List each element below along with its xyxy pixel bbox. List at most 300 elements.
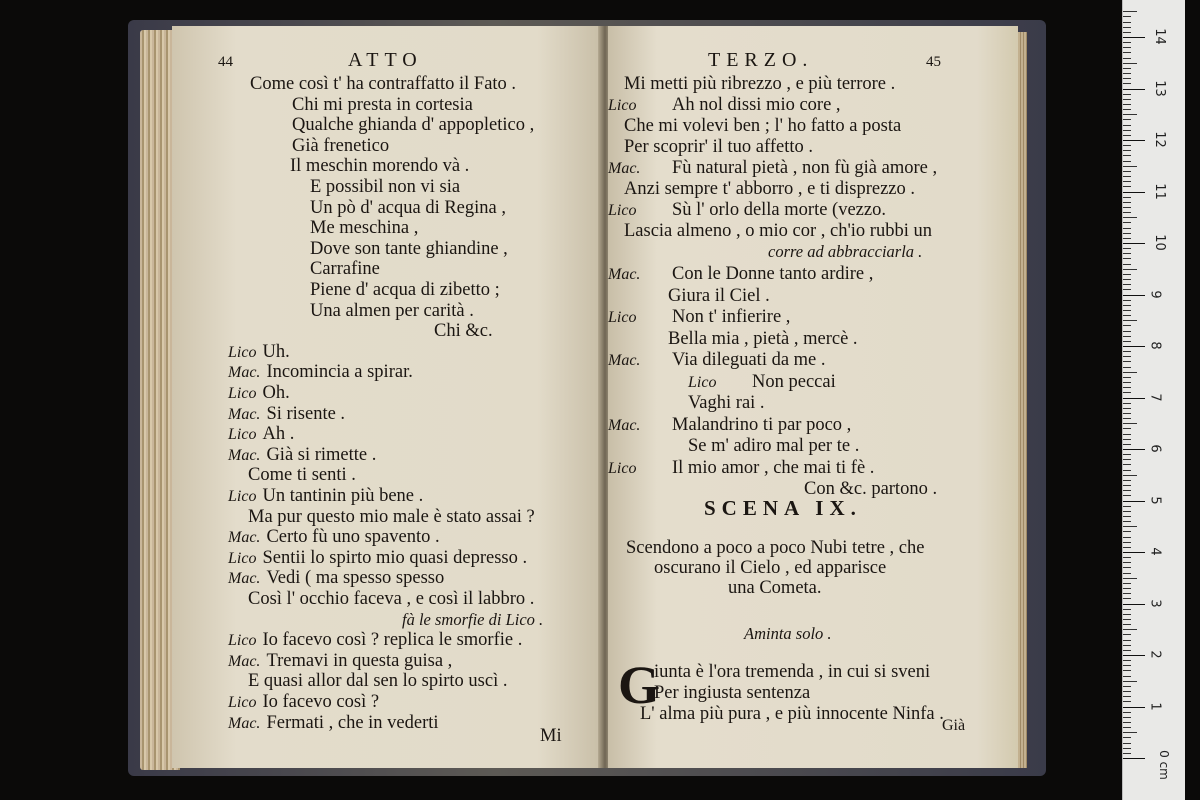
text-line [608,95,841,116]
text-line [688,372,836,393]
ruler-tick [1123,593,1131,594]
ruler-tick [1123,542,1131,543]
text-line [402,610,543,630]
ruler-tick [1123,418,1131,419]
ruler-tick [1123,150,1131,151]
ruler-tick [1123,32,1131,33]
speaker-label: Mac. [228,529,261,547]
ruler-tick [1123,346,1145,347]
ruler-tick [1123,130,1131,131]
ruler-tick [1123,537,1131,538]
ruler-number: 2 [1147,650,1163,659]
ruler-tick [1123,573,1131,574]
ruler-tick [1123,125,1131,126]
text-line [248,589,534,609]
ruler-tick [1123,748,1131,749]
line-text: Giura il Ciel . [668,285,770,306]
ruler-tick [1123,398,1145,399]
ruler-tick [1123,753,1131,754]
ruler-tick [1123,320,1137,321]
ruler-tick [1123,413,1131,414]
ruler-tick [1123,495,1131,496]
ruler-tick [1123,567,1131,568]
verse-line: L' alma più pura , e più innocente Ninfa . [640,704,944,724]
line-text: Per scoprir' il tuo affetto . [624,137,813,157]
text-line [292,136,389,156]
verse-line: iunta è l'ora tremenda , in cui si sveni [654,662,931,682]
ruler-number: 11 [1151,182,1167,200]
ruler-tick [1123,737,1131,738]
ruler-tick [1123,634,1131,635]
ruler-tick [1123,217,1137,218]
line-text: Un tantinin più bene . [262,486,424,506]
ruler-number: 5 [1147,495,1163,505]
text-line [624,116,901,136]
text-line [228,362,413,383]
ruler-tick [1123,557,1131,558]
ruler-tick [1123,547,1131,548]
stage-direction-line: Scendono a poco a poco Nubi tetre , che [626,538,925,558]
ruler-number: 10 [1151,234,1167,251]
line-text: Una almen per carità . [310,300,474,321]
text-line [608,350,826,371]
ruler-tick [1123,233,1131,234]
ruler-tick [1123,598,1131,599]
line-text: corre ad abbracciarla . [768,242,923,261]
text-line [624,137,813,157]
ruler-tick [1123,279,1131,280]
ruler-tick [1123,691,1131,692]
scene-heading: SCENA IX. [704,496,862,520]
line-text: Ah nol dissi mio core , [672,95,841,115]
line-text: Chi mi presta in cortesia [292,94,473,115]
text-line [292,95,473,115]
ruler-tick [1123,645,1131,646]
ruler-tick [1123,228,1131,229]
ruler-number: 12 [1151,131,1167,148]
ruler-tick [1123,372,1137,373]
ruler-tick [1123,480,1131,481]
ruler-tick [1123,135,1131,136]
ruler-tick [1123,609,1131,610]
line-text: fà le smorfie di Lico . [402,609,544,629]
line-text: Già si rimette . [266,444,377,465]
line-text: Con &c. partono . [804,479,938,499]
text-line [608,264,873,285]
running-head: TERZO. [708,49,814,71]
text-line [310,259,380,279]
ruler-tick [1123,109,1131,110]
ruler-tick [1123,428,1131,429]
text-line [624,179,915,199]
ruler-tick [1123,676,1131,677]
ruler-tick [1123,99,1131,100]
text-line [228,404,345,425]
text-line [624,221,932,241]
speaker-label: Mac. [228,446,261,464]
speaker-label: Lico [228,426,257,444]
line-text: Con le Donne tanto ardire , [672,264,874,284]
text-line [228,713,439,734]
speaker-label: Mac. [608,160,641,177]
ruler-tick [1123,11,1137,12]
text-line [624,74,895,94]
line-text: Non peccai [752,371,836,392]
text-line [688,436,859,456]
ruler-tick [1123,42,1131,43]
ruler-tick [1123,325,1131,326]
ruler-tick [1123,207,1131,208]
text-line [292,115,534,135]
ruler-tick [1123,403,1131,404]
ruler-tick [1123,269,1137,270]
line-text: Dove son tante ghiandine , [310,238,508,259]
text-line [310,280,500,300]
ruler-tick [1123,758,1145,759]
ruler-tick [1123,665,1131,666]
ruler-tick [1123,464,1131,465]
ruler-tick [1123,434,1131,435]
ruler-tick [1123,289,1131,290]
ruler-tick [1123,604,1145,605]
ruler-tick [1123,192,1145,193]
speaker-label: Mac. [608,352,641,369]
stage-direction-line: una Cometa. [728,578,822,598]
ruler-tick [1123,140,1145,141]
ruler-tick [1123,531,1131,532]
catchword: Mi [540,726,562,746]
ruler-tick [1123,171,1131,172]
ruler-tick [1123,696,1131,697]
ruler-number: 13 [1151,79,1167,97]
ruler-unit-label: 0 cm [1156,750,1171,780]
ruler-tick [1123,356,1131,357]
ruler-tick [1123,248,1131,249]
ruler-tick [1123,341,1131,342]
verse-line: Per ingiusta sentenza [654,683,811,703]
line-text: Vedi ( ma spesso spesso [266,568,445,589]
text-line [228,548,527,569]
stage-direction-line: oscurano il Cielo , ed apparisce [654,558,887,578]
ruler-tick [1123,243,1145,244]
ruler-tick [1123,449,1145,450]
ruler-tick [1123,73,1131,74]
ruler-tick [1123,186,1131,187]
ruler-tick [1123,640,1131,641]
ruler-tick [1123,222,1131,223]
ruler-tick [1123,470,1131,471]
ruler-tick [1123,475,1137,476]
ruler-tick [1123,588,1131,589]
ruler-tick [1123,562,1131,563]
text-line [668,329,858,349]
ruler-tick [1123,501,1145,502]
ruler-tick [1123,89,1145,90]
line-text: Non t' infierire , [672,307,791,327]
ruler-tick [1123,521,1131,522]
ruler-tick [1123,300,1131,301]
ruler-tick [1123,743,1131,744]
line-text: Sù l' orlo della morte (vezzo. [672,200,886,220]
line-text: Anzi sempre t' abborro , e ti disprezzo . [624,179,916,199]
line-text: Uh. [262,341,290,362]
text-line [228,342,290,363]
ruler-tick [1123,315,1131,316]
ruler-tick [1123,58,1131,59]
line-text: Si risente . [266,403,346,424]
ruler-tick [1123,717,1131,718]
line-text: Io facevo così ? [262,692,380,712]
text-line [310,177,460,197]
ruler-tick [1123,212,1131,213]
line-text: Il meschin morendo và . [290,156,470,177]
text-line [608,158,937,179]
ruler-tick [1123,176,1131,177]
ruler-tick [1123,238,1131,239]
ruler-tick [1123,63,1137,64]
line-text: Io facevo così ? replica le smorfie . [262,630,523,651]
text-line [608,307,790,328]
text-line [228,445,376,466]
ruler-tick [1123,305,1131,306]
ruler-tick [1123,367,1131,368]
ruler-tick [1123,387,1131,388]
text-line [228,630,522,651]
drop-cap: G [618,655,661,715]
page-number: 45 [926,54,941,70]
text-line [434,321,493,341]
text-line [228,568,444,589]
ruler-tick [1123,351,1131,352]
text-line [228,527,440,548]
line-text: Già frenetico [292,135,390,156]
ruler-tick [1123,670,1131,671]
speaker-label: Mac. [228,364,261,382]
line-text: Me meschina , [310,218,419,239]
ruler-tick [1123,392,1131,393]
ruler-number: 1 [1147,701,1163,711]
text-line [228,383,290,404]
line-text: Così l' occhio faceva , e così il labbro . [248,589,535,609]
line-text: Chi &c. [434,321,493,342]
text-line [228,486,423,507]
line-text: Piene d' acqua di zibetto ; [310,280,500,300]
line-text: Vaghi rai . [688,393,765,413]
text-line [290,156,469,176]
line-text: E quasi allor dal sen lo spirto uscì . [248,671,508,692]
ruler-tick [1123,52,1131,53]
ruler-tick [1123,516,1131,517]
ruler-number: 4 [1147,547,1163,556]
text-line [608,200,886,221]
text-line [668,286,770,306]
text-line [250,74,516,94]
ruler-tick [1123,119,1131,120]
ruler-tick [1123,331,1131,332]
ruler-number: 8 [1147,341,1163,350]
line-text: Carrafine [310,259,380,280]
ruler-tick [1123,629,1137,630]
speaker-label: Mac. [228,714,261,732]
ruler-tick [1123,336,1131,337]
speaker-label: Mac. [228,405,261,423]
ruler-tick [1123,104,1131,105]
ruler-tick [1123,614,1131,615]
ruler-number: 14 [1151,28,1167,45]
ruler-tick [1123,423,1137,424]
line-text: Bella mia , pietà , mercè . [668,328,858,349]
ruler-tick [1123,650,1131,651]
ruler-tick [1123,27,1131,28]
text-line [310,301,474,321]
line-text: E possibil non vi sia [310,177,461,197]
text-line [310,198,506,218]
ruler-tick [1123,264,1131,265]
line-text: Malandrino ti par poco , [672,414,852,435]
line-text: Un pò d' acqua di Regina , [310,197,506,218]
line-text: Il mio amor , che mai ti fè . [672,457,875,478]
ruler-tick [1123,485,1131,486]
left-page [172,26,602,768]
ruler-tick [1123,37,1145,38]
speaker-label: Lico [608,97,637,114]
ruler-tick [1123,701,1131,702]
ruler-tick [1123,258,1131,259]
text-line [310,239,508,259]
speaker-label: Lico [608,309,637,326]
ruler-tick [1123,660,1131,661]
text-line [248,465,356,485]
ruler-tick [1123,284,1131,285]
line-text: Ah . [262,424,295,445]
ruler-tick [1123,624,1131,625]
speaker-label: Lico [228,632,257,650]
line-text: Che mi volevi ben ; l' ho fatto a posta [624,116,902,136]
ruler-tick [1123,197,1131,198]
line-text: Come così t' ha contraffatto il Fato . [250,74,517,94]
ruler-tick [1123,578,1137,579]
ruler-tick [1123,722,1131,723]
ruler-tick [1123,732,1137,733]
ruler-tick [1123,78,1131,79]
text-line [688,393,765,413]
measuring-ruler [1122,0,1185,800]
ruler-tick [1123,439,1131,440]
ruler-tick [1123,377,1131,378]
line-text: Certo fù uno spavento . [266,527,440,548]
ruler-tick [1123,459,1131,460]
ruler-tick [1123,68,1131,69]
ruler-tick [1123,511,1131,512]
catchword: Già [942,717,966,734]
text-line [310,218,418,238]
ruler-tick [1123,16,1131,17]
ruler-tick [1123,361,1131,362]
line-text: Come ti senti . [248,465,356,486]
ruler-tick [1123,552,1145,553]
speaker-label: Lico [608,202,637,219]
speaker-label: Mac. [228,652,261,670]
text-line [608,415,851,436]
text-line [248,671,507,691]
page-number: 44 [218,54,233,70]
ruler-tick [1123,583,1131,584]
ruler-tick [1123,22,1131,23]
text-line [608,458,874,479]
ruler-tick [1123,712,1131,713]
line-text: Fermati , che in vederti [266,712,439,733]
speaker-label: Lico [228,549,257,567]
ruler-tick [1123,166,1137,167]
ruler-tick [1123,681,1137,682]
speaker-label: Lico [228,488,257,505]
ruler-tick [1123,295,1145,296]
speaker-label: Mac. [228,570,261,588]
ruler-number: 6 [1147,444,1163,453]
line-text: Sentii lo spirto mio quasi depresso . [262,547,528,568]
running-head: ATTO [348,49,423,71]
ruler-tick [1123,408,1131,409]
line-text: Qualche ghianda d' appopletico , [292,115,535,136]
ruler-tick [1123,114,1137,115]
text-line [228,692,379,713]
ruler-tick [1123,253,1131,254]
ruler-tick [1123,83,1131,84]
speaker-label: Lico [608,459,637,477]
ruler-tick [1123,382,1131,383]
speaker-label: Lico [228,385,257,402]
line-text: Tremavi in questa guisa , [266,650,453,671]
ruler-tick [1123,444,1131,445]
speaker-label: Lico [688,373,717,391]
right-page [608,26,1018,768]
line-text: Fù natural pietà , non fù già amore , [672,158,938,178]
ruler-number: 7 [1147,392,1163,402]
ruler-tick [1123,47,1131,48]
speaker-label: Lico [228,343,257,361]
ruler-tick [1123,619,1131,620]
line-text: Via dileguati da me . [672,350,826,370]
ruler-tick [1123,727,1131,728]
speaker-label: Lico [228,694,257,711]
speaker-label: Mac. [608,416,641,434]
text-line [228,424,294,445]
ruler-tick [1123,202,1131,203]
ruler-tick [1123,454,1131,455]
ruler-tick [1123,686,1131,687]
ruler-tick [1123,94,1131,95]
text-line [768,242,922,262]
line-text: Lascia almeno , o mio cor , ch'io rubbi un [624,221,932,241]
ruler-number: 3 [1147,598,1163,608]
ruler-tick [1123,181,1131,182]
ruler-tick [1123,145,1131,146]
text-line [228,651,452,672]
line-text: Incomincia a spirar. [266,362,413,383]
speaker-label: Mac. [608,266,641,283]
ruler-number: 9 [1147,289,1163,299]
line-text: Ma pur questo mio male è stato assai ? [248,506,535,527]
ruler-tick [1123,274,1131,275]
ruler-tick [1123,655,1145,656]
line-text: Se m' adiro mal per te . [688,436,860,456]
line-text: Oh. [262,383,290,403]
ruler-tick [1123,506,1131,507]
line-text: Mi metti più ribrezzo , e più terrore . [624,74,896,94]
ruler-tick [1123,310,1131,311]
ruler-tick [1123,161,1131,162]
character-name: Aminta solo . [744,624,832,643]
